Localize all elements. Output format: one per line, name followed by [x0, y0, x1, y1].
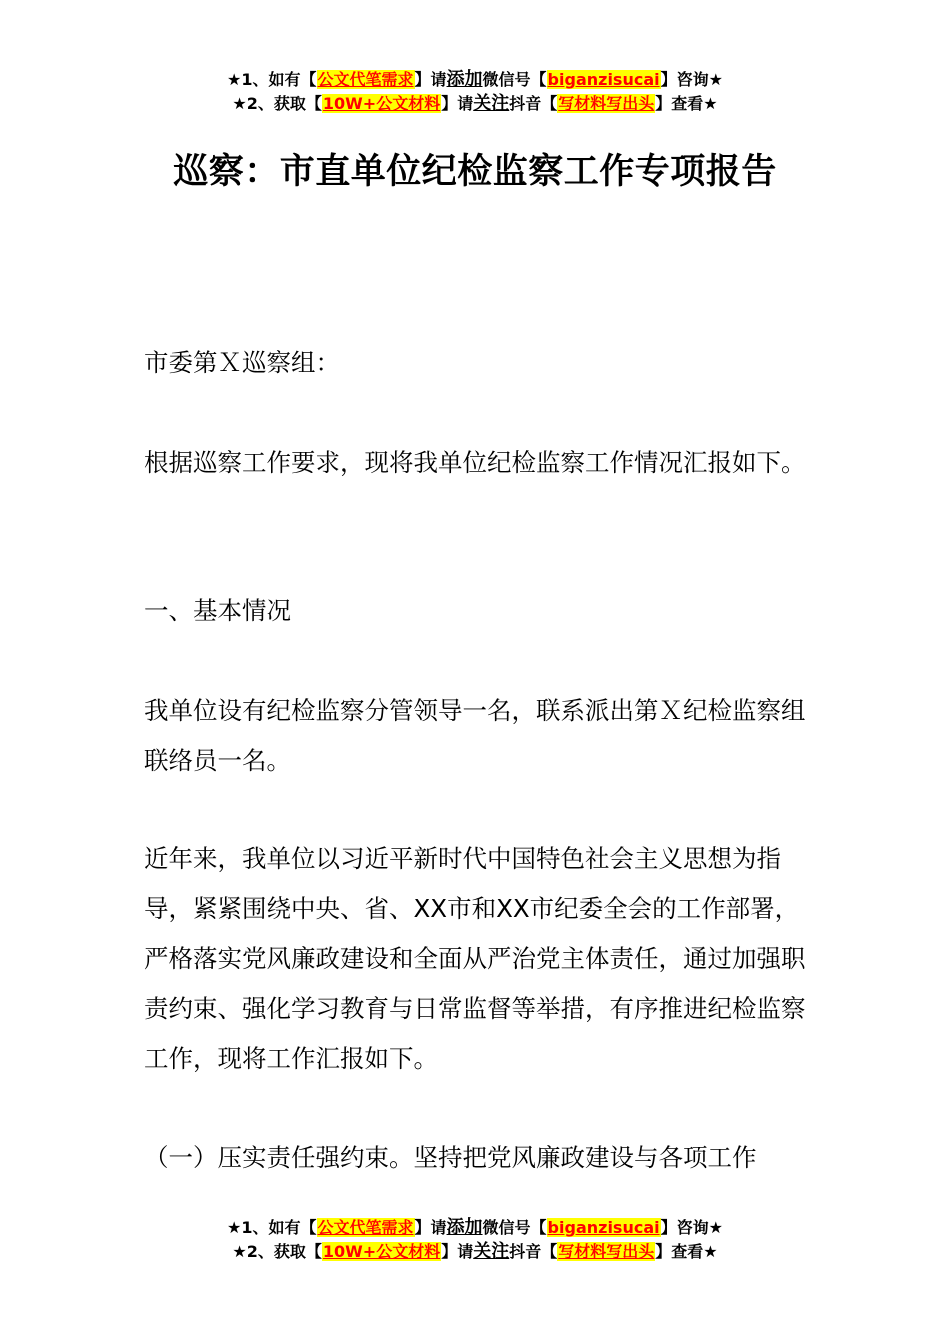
highlight-douyin-id: 写材料写出头 — [558, 94, 655, 113]
highlight-materials: 10W+公文材料 — [322, 94, 441, 113]
highlight-wechat-id: biganzisucai — [547, 70, 660, 89]
highlight-service: 公文代笔需求 — [317, 70, 414, 89]
paragraph-responsibility: （一）压实责任强约束。坚持把党风廉政建设与各项工作 — [144, 1143, 757, 1172]
footer-line-2: ★2、获取【10W+公文材料】请关注抖音【写材料写出头】查看★ — [232, 1241, 718, 1262]
footer-line-1: ★1、如有【公文代笔需求】请添加微信号【biganzisucai】咨询★ — [227, 1217, 723, 1238]
salutation: 市委第Ｘ巡察组： — [144, 348, 340, 377]
banner-line-1: ★1、如有【公文代笔需求】请添加微信号【biganzisucai】咨询★ — [227, 69, 723, 90]
paragraph-staffing: 我单位设有纪检监察分管领导一名，联系派出第Ｘ纪检监察组联络员一名。 — [144, 696, 806, 775]
document-title: 巡察：市直单位纪检监察工作专项报告 — [173, 152, 777, 192]
banner-line-2: ★2、获取【10W+公文材料】请关注抖音【写材料写出头】查看★ — [232, 93, 718, 114]
header-banner — [0, 68, 950, 116]
intro-paragraph: 根据巡察工作要求，现将我单位纪检监察工作情况汇报如下。 — [144, 448, 806, 477]
paragraph-overview: 近年来，我单位以习近平新时代中国特色社会主义思想为指导，紧紧围绕中央、省、XX市和XX市纪委全会的工作部署，严格落实党风廉政建设和全面从严治党主体责任，通过加强职责约束、强化学习教育与日常监督等举措，有序推进纪检监察工作，现将工作汇报如下。 — [144, 844, 806, 1073]
section-heading-basic: 一、基本情况 — [144, 596, 291, 625]
footer-banner — [0, 1216, 950, 1264]
